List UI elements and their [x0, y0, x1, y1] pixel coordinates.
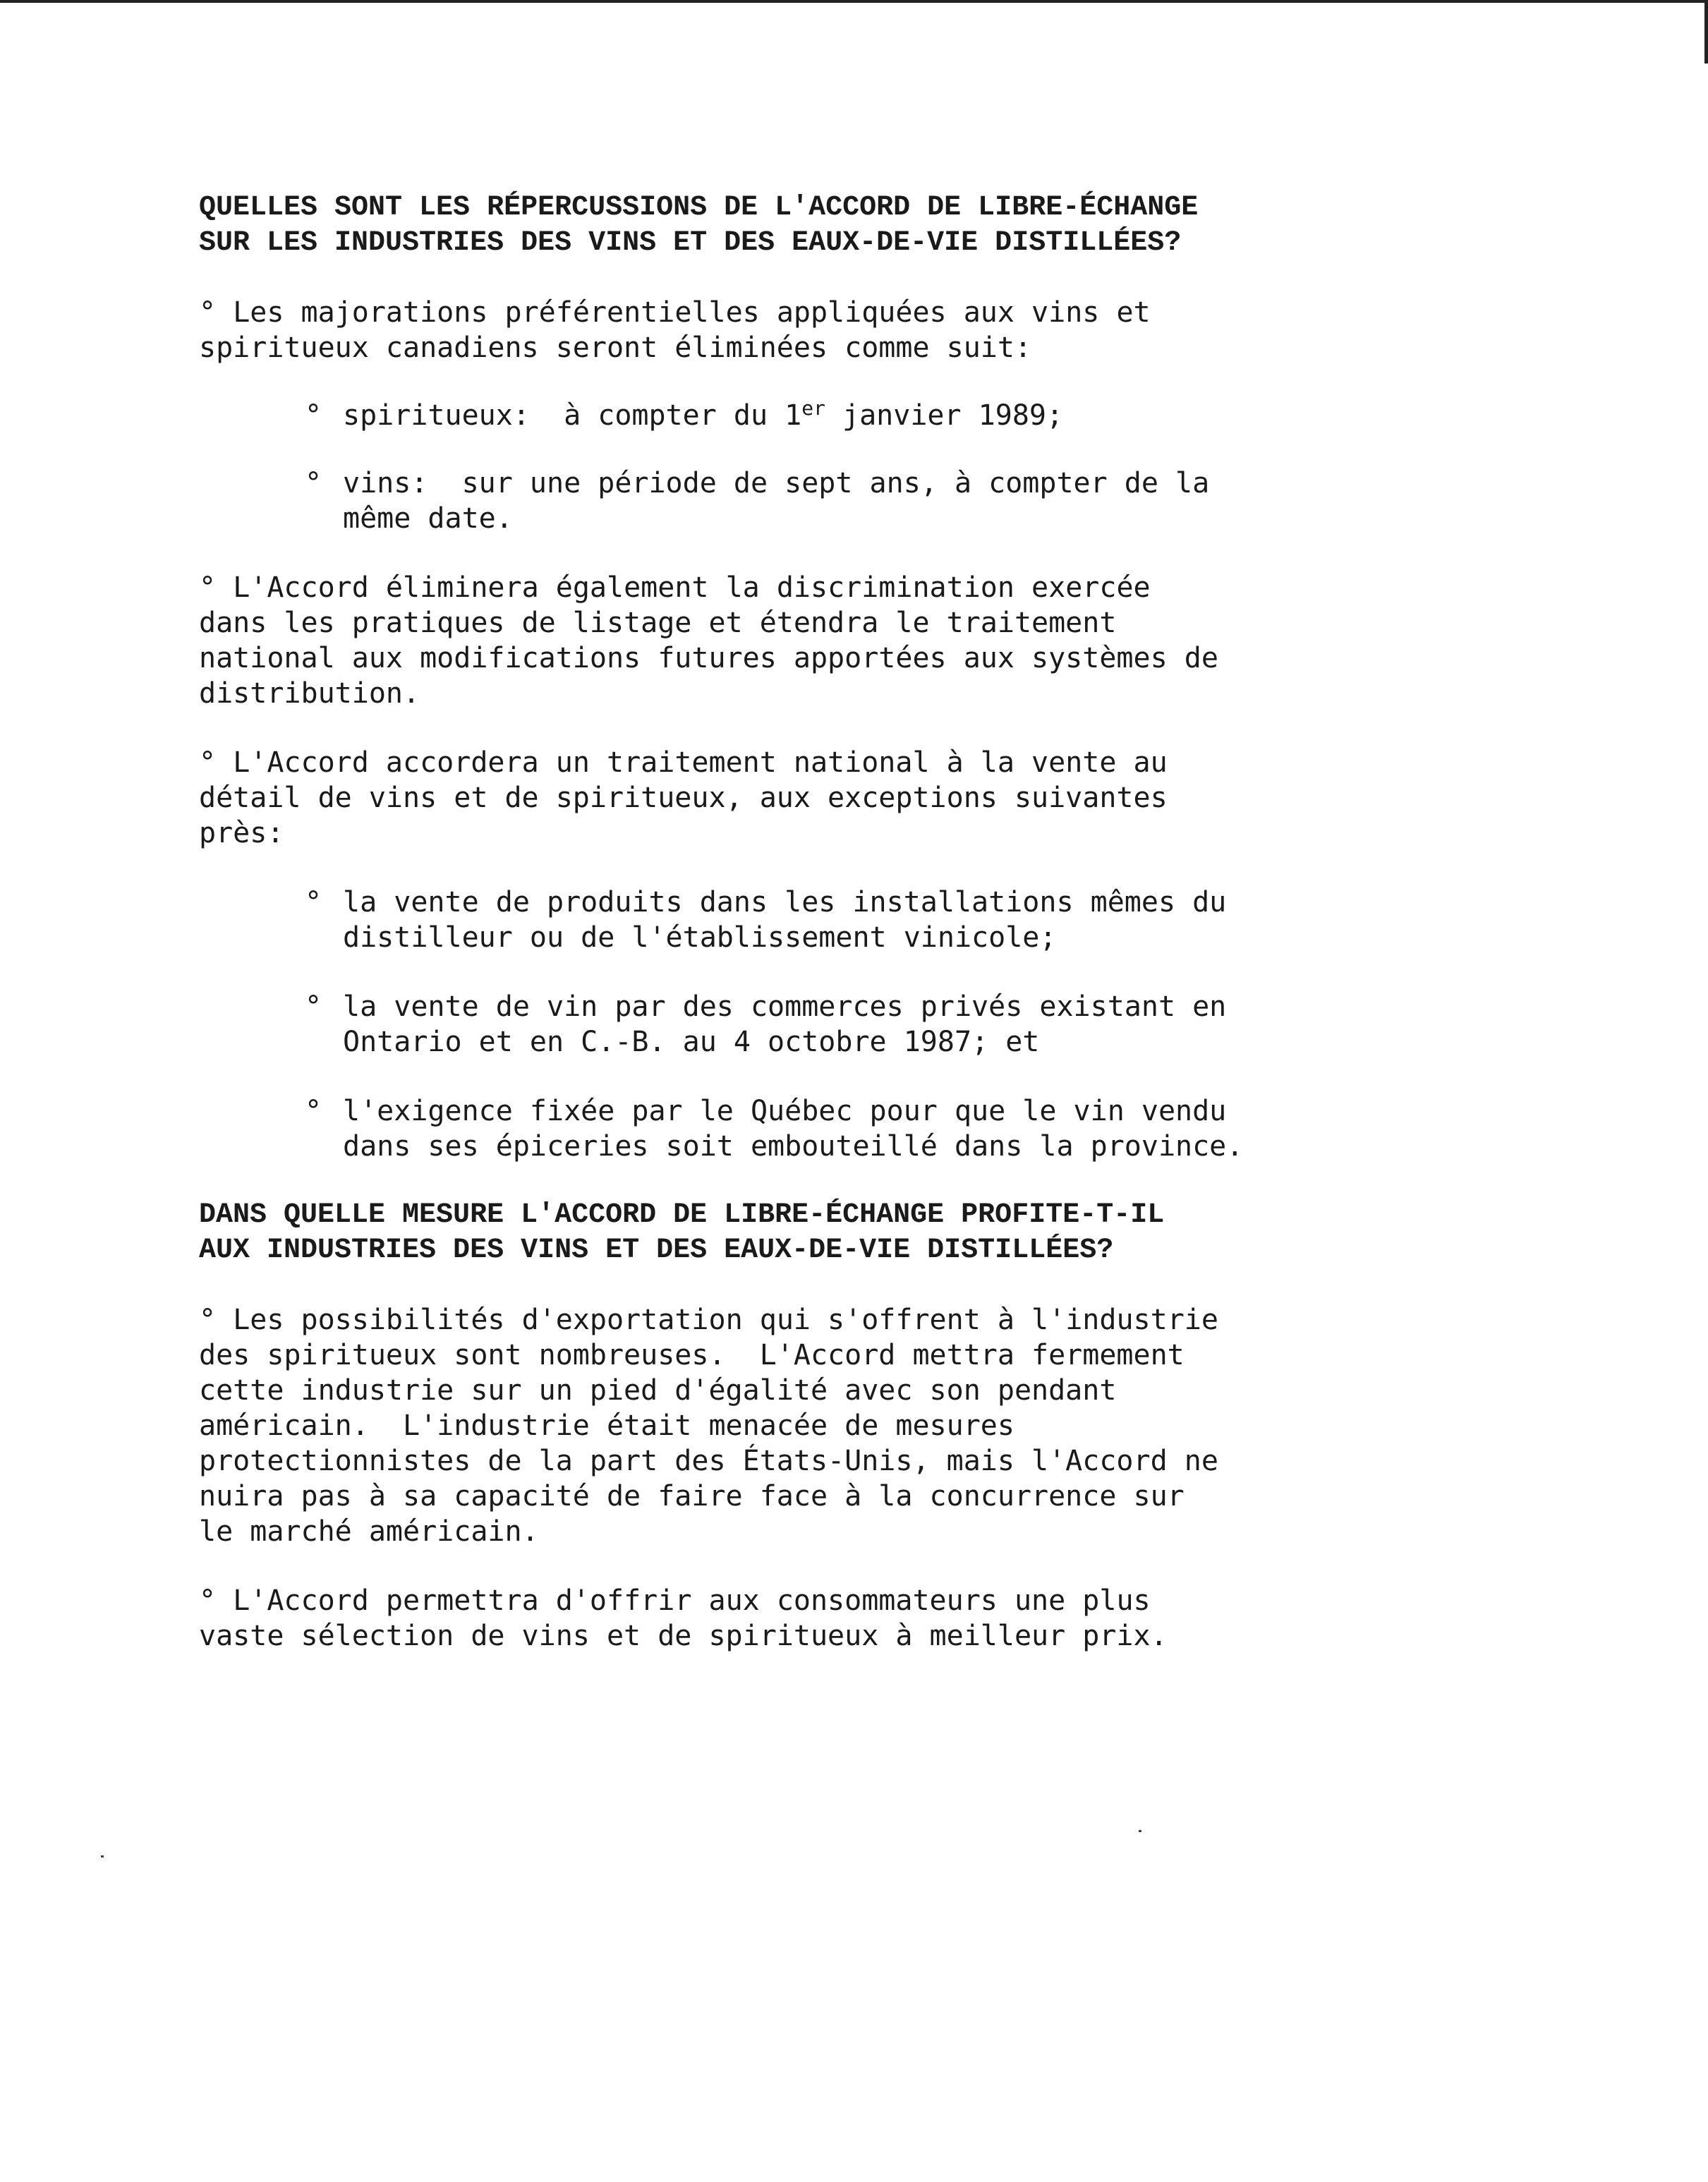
bullet-degree-icon: °: [305, 990, 322, 1023]
scan-speck: [1139, 1830, 1141, 1832]
sub-item-vins: [305, 466, 1483, 536]
section-heading-repercussions: [199, 190, 1483, 261]
paragraph-traitement-national: [199, 745, 1483, 851]
paragraph-exportation: [199, 1302, 1483, 1549]
sub-item-commerces-prives: [305, 989, 1483, 1060]
paragraph-majorations: [199, 295, 1483, 365]
bullet-degree-icon: °: [305, 1095, 322, 1127]
bullet-degree-icon: °: [199, 1584, 217, 1617]
sub-item-text: janvier 1989;: [825, 399, 1064, 432]
document-body: [199, 190, 1483, 1654]
paragraph-text: Les majorations préférentielles appliquées aux vins et spiritueux canadiens seront éliminées comme suit:: [199, 296, 1151, 364]
paragraph-consommateurs: [199, 1583, 1483, 1654]
heading-line: QUELLES SONT LES RÉPERCUSSIONS DE L'ACCORD DE LIBRE-ÉCHANGE: [199, 192, 1199, 224]
superscript: er: [801, 396, 825, 420]
paragraph-text: L'Accord éliminera également la discrimination exercée dans les pratiques de listage et étendra le traitement national aux modifications futures apportées aux systèmes de distribution.: [199, 571, 1218, 710]
bullet-degree-icon: °: [305, 467, 322, 499]
bullet-degree-icon: °: [199, 571, 217, 604]
bullet-degree-icon: °: [199, 296, 217, 329]
bullet-degree-icon: °: [199, 1304, 217, 1336]
heading-line: AUX INDUSTRIES DES VINS ET DES EAUX-DE-VIE DISTILLÉES?: [199, 1235, 1114, 1266]
scan-edge-top: [0, 0, 1708, 3]
paragraph-discrimination: [199, 570, 1483, 711]
bullet-degree-icon: °: [199, 746, 217, 779]
sub-item-installations: [305, 885, 1483, 955]
sub-item-quebec: [305, 1093, 1483, 1164]
paragraph-text: L'Accord permettra d'offrir aux consommateurs une plus vaste sélection de vins et de spiritueux à meilleur prix.: [199, 1584, 1168, 1652]
paragraph-text: Les possibilités d'exportation qui s'offrent à l'industrie des spiritueux sont nombreuses. L'Accord mettra fermement cette industrie sur un pied d'égalité avec son pendant américain. L'industrie était menacée de mesures protectionnistes de la part des États-Unis, mais l'Accord ne nuira pas à sa capacité de faire face à la concurrence sur le marché américain.: [199, 1304, 1218, 1548]
heading-line: SUR LES INDUSTRIES DES VINS ET DES EAUX-DE-VIE DISTILLÉES?: [199, 227, 1182, 259]
sub-item-text: spiritueux: à compter du 1: [343, 399, 802, 432]
sub-item-text: l'exigence fixée par le Québec pour que le vin vendu dans ses épiceries soit embouteillé dans la province.: [343, 1095, 1244, 1163]
bullet-degree-icon: °: [305, 886, 322, 919]
sub-item-spiritueux: [305, 398, 1483, 433]
sub-item-text: la vente de vin par des commerces privés existant en Ontario et en C.-B. au 4 octobre 1987; et: [343, 990, 1227, 1058]
bullet-degree-icon: °: [305, 399, 322, 432]
scan-edge-right: [1704, 0, 1708, 63]
paragraph-text: L'Accord accordera un traitement national à la vente au détail de vins et de spiritueux, aux exceptions suivantes près:: [199, 746, 1168, 849]
sub-item-text: la vente de produits dans les installations mêmes du distilleur ou de l'établissement vinicole;: [343, 886, 1227, 954]
heading-line: DANS QUELLE MESURE L'ACCORD DE LIBRE-ÉCHANGE PROFITE-T-IL: [199, 1199, 1165, 1231]
section-heading-profite: [199, 1198, 1483, 1268]
scan-speck: [101, 1855, 104, 1857]
sub-item-text: vins: sur une période de sept ans, à compter de la même date.: [343, 467, 1210, 535]
